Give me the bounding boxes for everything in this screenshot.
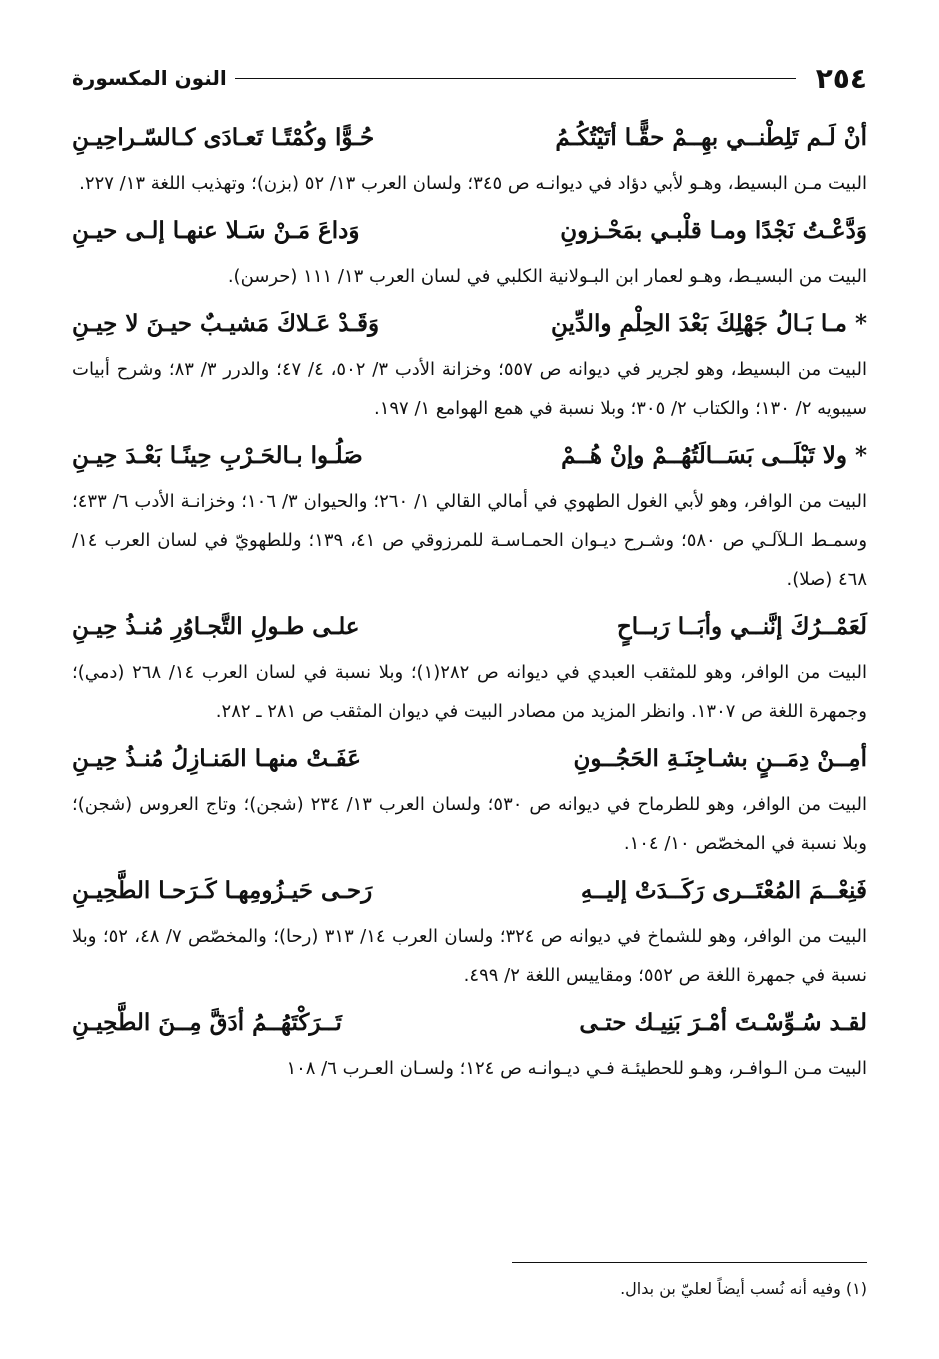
verse-line [72,601,867,653]
first-hemistich: فَنِعْــمَ المُعْتَــرى رَكَــدَتْ إليــهِ [580,877,867,904]
second-hemistich: علـى طـولِ التَّجـاوُرِ مُنـذُ حِيـنِ [72,613,360,640]
second-hemistich: رَحـى حَيـزُومِهـا كَـرَحـا الطَّحِيـنِ [72,877,373,904]
first-hemistich: لقـد سُـوِّسْـتَ أمْـرَ بَنِيـك حتـى [579,1009,867,1036]
footnote-rule [512,1262,867,1263]
first-hemistich: * ولا تَبْلَــى بَسَــالَتُهُــمْ وإنْ هُــمْ [561,442,867,469]
verse-source-note: البيت من الوافر، وهو للمثقب العبدي في ديوانه ص ٢٨٢(١)؛ وبلا نسبة في لسان العرب ١٤/ ٢٦٨ (دمي)؛ وجمهرة اللغة ص ١٣٠٧. وانظر المزيد من مصادر البيت في ديوان المثقب ص ٢٨١ ـ ٢٨٢. [72,662,867,722]
first-hemistich: * مـا بَـالُ جَهْلِكَ بَعْدَ الحِلْمِ والدِّينِ [550,310,867,337]
verse-line [72,430,867,482]
verse-line [72,112,867,164]
verse-line [72,865,867,917]
verse-entry [72,865,867,995]
verse-entry [72,430,867,599]
verse-entry [72,601,867,731]
verse-entry [72,112,867,203]
verse-line [72,997,867,1049]
running-title: النون المكسورة [72,66,227,90]
second-hemistich: حُـوًّا وكُمْتًـا تَعـادَى كـالسّـراحِيـنِ [72,124,375,151]
page-number: ٢٥٤ [815,61,867,95]
verse-source-note: البيت من الوافر، وهو للطرماح في ديوانه ص ٥٣٠؛ ولسان العرب ١٣/ ٢٣٤ (شجن)؛ وتاج العروس (شجن)؛ وبلا نسبة في المخصّص ١٠/ ١٠٤. [72,794,867,854]
verse-source-note: البيت من الوافر، وهو لأبي الغول الطهوي في أمالي القالي ١/ ٢٦٠؛ والحيوان ٣/ ١٠٦؛ وخزانـة الأدب ٦/ ٤٣٣؛ وسمـط الـلآلـي ص ٥٨٠؛ وشـرح ديـوان الحمـاسـة للمرزوقي ص ٤١، ١٣٩؛ وللطهويّ في لسان العرب ١٤/ ٤٦٨ (صلا). [72,491,868,590]
footnote: (١) وفيه أنه نُسب أيضاً لعليّ بن بدال. [620,1279,867,1298]
first-hemistich: لَعَمْــرُكَ إنَّنــي وأبَــا رَبــاحٍ [616,613,867,640]
first-hemistich: وَدَّعْـتُ نَجْدًا ومـا قلْبـي بمَحْـزونِ [560,217,867,244]
verse-line [72,298,867,350]
footnotes [72,1262,867,1303]
page-header [72,58,867,98]
verse-source-note: البيت من البسيـط، وهـو لعمار ابن البـولانية الكلبي في لسان العرب ١٣/ ١١١ (حرسن). [227,266,867,287]
verse-entry [72,205,867,296]
verse-source-note: البيت مـن البسيط، وهـو لأبي دؤاد في ديوانـه ص ٣٤٥؛ ولسان العرب ١٣/ ٥٢ (بزن)؛ وتهذيب اللغة ١٣/ ٢٢٧. [79,173,867,194]
verse-entry [72,733,867,863]
verse-line [72,733,867,785]
verse-source-note: البيت من الوافر، وهو للشماخ في ديوانه ص ٣٢٤؛ ولسان العرب ١٤/ ٣١٣ (رحا)؛ والمخصّص ٧/ ٤٨، ٥٢؛ وبلا نسبة في جمهرة اللغة ص ٥٥٢؛ ومقاييس اللغة ٢/ ٤٩٩. [72,926,868,986]
first-hemistich: أمِــنْ دِمَــنٍ بشـاجِنَـةِ الحَجُــونِ [573,745,867,772]
header-rule [235,78,796,79]
verse-entry [72,997,867,1088]
second-hemistich: تَــرَكْتَهُــمُ أدَقَّ مِــنَ الطَّحِيـنِ [72,1009,342,1036]
verse-source-note: البيت من البسيط، وهو لجرير في ديوانه ص ٥٥٧؛ وخزانة الأدب ٣/ ٥٠٢، ٤/ ٤٧؛ والدرر ٣/ ٨٣؛ وشرح أبيات سيبويه ٢/ ١٣٠؛ والكتاب ٢/ ٣٠٥؛ وبلا نسبة في همع الهوامع ١/ ١٩٧. [72,359,867,419]
second-hemistich: عَفَـتْ منهـا المَنـازِلُ مُنـذُ حِيـنِ [72,745,361,772]
second-hemistich: وَداعَ مَـنْ سَـلا عنهـا إلـى حيـنِ [72,217,360,244]
verse-source-note: البيت مـن الـوافـر، وهـو للحطيئـة فـي ديـوانـه ص ١٢٤؛ ولسـان العـرب ٦/ ١٠٨ [286,1058,867,1079]
verse-line [72,205,867,257]
page-body [72,58,867,1090]
verse-entry [72,298,867,428]
first-hemistich: أنْ لَـم تَلِطْنــي بهِــمْ حقًّـا أتَيْتُكُـمُ [555,124,867,151]
second-hemistich: صَلُـوا بـالحَـرْبِ حِينًـا بَعْـدَ حِيـنِ [72,442,363,469]
second-hemistich: وَقَـدْ عَـلاكَ مَشيـبٌ حيـنَ لا حِيـنِ [72,310,380,337]
